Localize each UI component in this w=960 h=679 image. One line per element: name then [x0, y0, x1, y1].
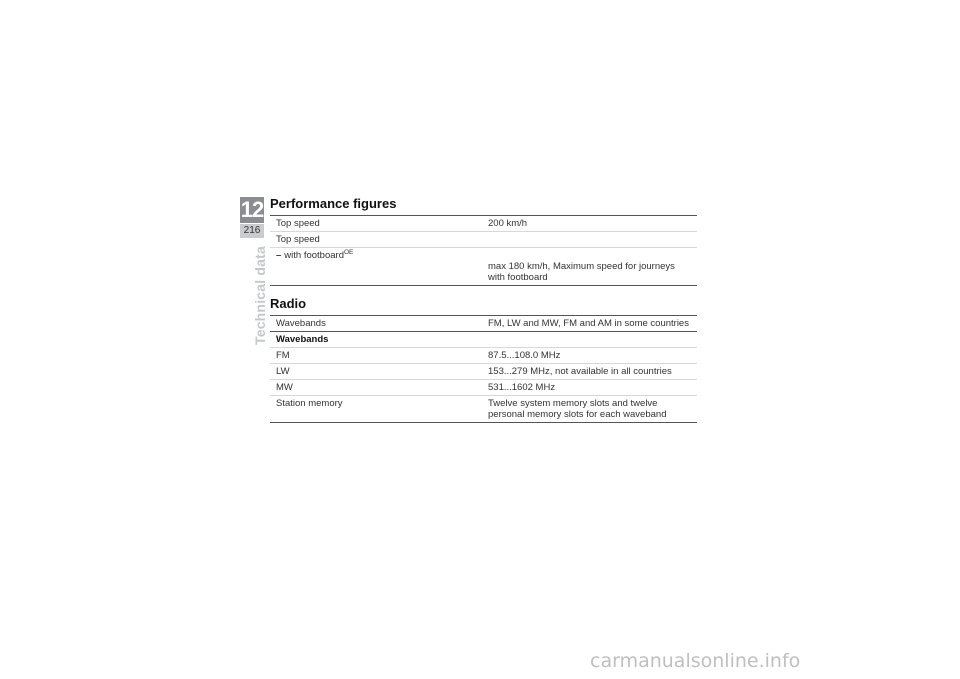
performance-table [270, 215, 697, 286]
radio-table [270, 315, 697, 423]
row-value: max 180 km/h, Maximum speed for journeys with footboard [488, 261, 675, 283]
row-value: 87.5...108.0 MHz [482, 348, 697, 364]
wavebands-subheading: Wavebands [270, 332, 697, 348]
row-value: 531...1602 MHz [482, 380, 697, 396]
row-value: Twelve system memory slots and twelve personal memory slots for each waveband [488, 398, 667, 420]
chapter-vertical-title: Technical data [252, 245, 268, 345]
row-label [270, 248, 482, 286]
row-value: 153...279 MHz, not available in all countries [482, 364, 697, 380]
row-value [482, 232, 697, 248]
table-row [270, 216, 697, 232]
table-row [270, 396, 697, 423]
row-label: Top speed [270, 232, 482, 248]
row-label: MW [270, 380, 482, 396]
table-row [270, 380, 697, 396]
row-label: Station memory [276, 398, 343, 409]
table-row [270, 248, 697, 286]
table-row [270, 348, 697, 364]
row-label: Wavebands [270, 316, 482, 332]
row-label: Top speed [270, 216, 482, 232]
row-label: LW [270, 364, 482, 380]
chapter-number-tab: 12 [240, 197, 264, 222]
row-value: FM, LW and MW, FM and AM in some countries [482, 316, 697, 332]
row-label: FM [270, 348, 482, 364]
table-subheading-row [270, 332, 697, 348]
table-row [270, 364, 697, 380]
watermark-text: carmanualsonline.info [590, 650, 801, 672]
dash-bullet: – [276, 250, 282, 261]
footboard-label: with footboard [284, 250, 344, 261]
page-content [270, 196, 697, 423]
page-number: 216 [243, 225, 261, 236]
table-row [270, 316, 697, 332]
radio-heading: Radio [270, 296, 307, 311]
table-row [270, 232, 697, 248]
performance-heading: Performance figures [270, 196, 397, 211]
optional-equipment-marker: OE [343, 249, 354, 256]
row-value: 200 km/h [482, 216, 697, 232]
